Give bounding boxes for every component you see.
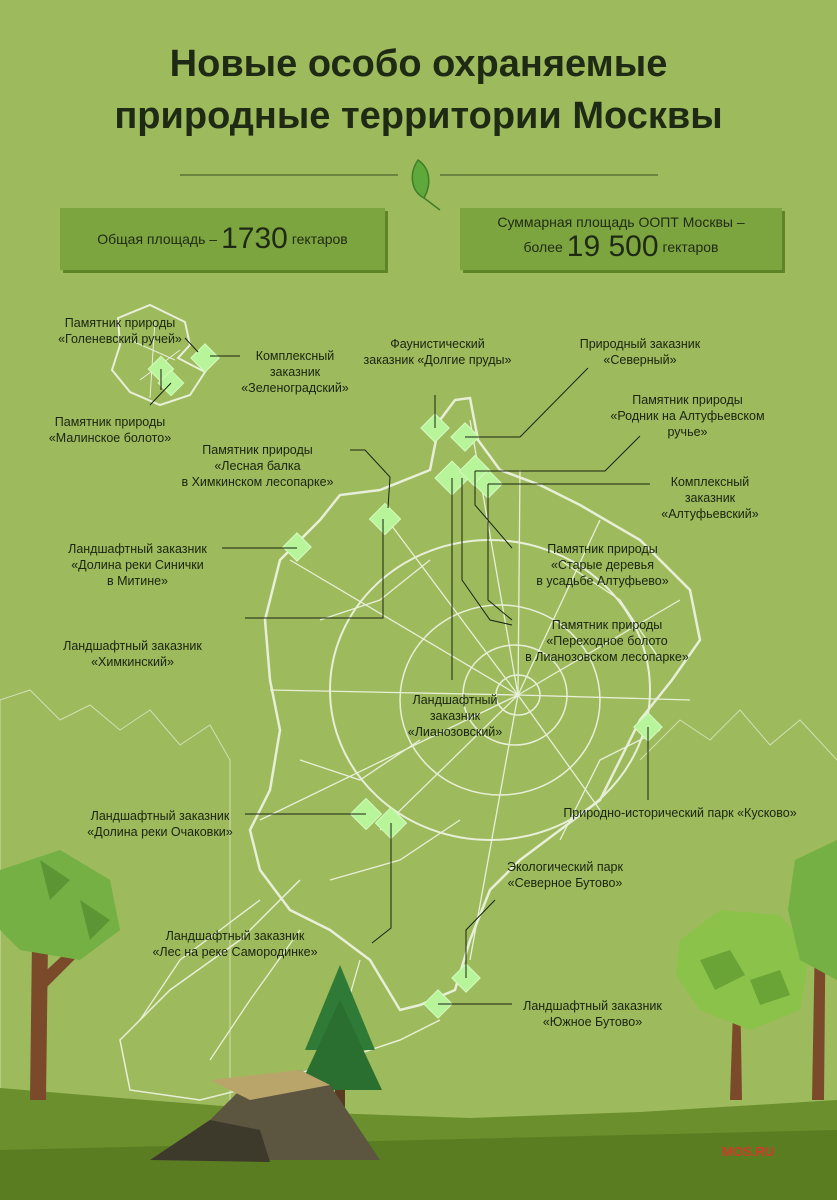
label-line: «Переходное болото [546, 634, 668, 648]
label-line: Фаунистический [390, 337, 485, 351]
title-line-1: Новые особо охраняемые [169, 43, 668, 85]
label-lesnaya-balka [170, 442, 345, 490]
label-line: «Долина реки Синички [71, 558, 204, 572]
marker-sinichka [283, 533, 311, 561]
label-line: в усадьбе Алтуфьево» [536, 574, 669, 588]
label-line: заказник [429, 709, 481, 723]
label-line: в Лианозовском лесопарке» [525, 650, 689, 664]
label-line: Природно-исторический парк «Кусково» [563, 806, 797, 820]
sum-area-line2 [524, 230, 719, 264]
sum-area-value: 19 500 [566, 230, 659, 263]
tree-right [676, 840, 837, 1100]
leaf-icon [412, 160, 440, 210]
label-line: Ландшафтный заказник [523, 999, 662, 1013]
label-line: Ландшафтный заказник [63, 639, 202, 653]
tree-left [0, 850, 120, 1100]
label-line: Ландшафтный заказник [90, 809, 230, 823]
radial-roads [140, 420, 690, 1060]
label-line: Памятник природы [551, 618, 663, 632]
new-moscow-outline [120, 880, 440, 1100]
sum-area-line1: Суммарная площадь ООПТ Москвы – [497, 214, 745, 230]
sum-area-prefix: более [523, 239, 563, 255]
total-area-value: 1730 [221, 222, 288, 255]
label-line: «Долина реки Очаковки» [87, 825, 233, 839]
label-line: «Родник на Алтуфьевском [610, 409, 765, 423]
hills-right [640, 710, 837, 760]
label-line: Экологический парк [507, 860, 623, 874]
label-line: Комплексный [255, 349, 335, 363]
label-line: Ландшафтный заказник [68, 542, 207, 556]
label-line: «Южное Бутово» [542, 1015, 643, 1029]
label-line: «Малинское болото» [48, 431, 172, 445]
page-title [0, 38, 837, 142]
label-yuzhnoe-butovo [510, 998, 675, 1030]
label-line: Ландшафтный заказник [165, 929, 305, 943]
label-line: «Северный» [603, 353, 677, 367]
label-zelenogradsky [225, 348, 365, 396]
label-line: Памятник природы [547, 542, 658, 556]
label-line: «Старые деревья [551, 558, 654, 572]
label-rodnik [595, 392, 780, 440]
label-severnoe-butovo [490, 859, 640, 891]
label-golenevsky [40, 315, 200, 347]
label-dolgie-prudy [345, 336, 530, 368]
label-line: в Химкинском лесопарке» [181, 475, 334, 489]
label-line: «Алтуфьевский» [661, 507, 759, 521]
label-line: Памятник природы [202, 443, 313, 457]
label-line: «Лес на реке Самородинке» [152, 945, 318, 959]
label-line: заказник [269, 365, 321, 379]
sum-area-box [460, 208, 782, 270]
label-line: Природный заказник [579, 337, 701, 351]
label-line: Комплексный [670, 475, 750, 489]
label-line: «Зеленоградский» [241, 381, 349, 395]
label-perekhodnoe-boloto [512, 617, 702, 665]
total-area-prefix: Общая площадь – [97, 231, 218, 247]
brand-logo[interactable]: MOS.RU [722, 1144, 774, 1159]
label-line: «Северное Бутово» [507, 876, 623, 890]
label-line: заказник «Долгие пруды» [363, 353, 512, 367]
marker-lesnaya-balka [369, 503, 400, 534]
label-malinskoe [30, 414, 190, 446]
label-line: заказник [684, 491, 736, 505]
label-starye-derevya [520, 541, 685, 589]
label-line: «Лианозовский» [407, 725, 503, 739]
label-line: «Химкинский» [91, 655, 174, 669]
label-samorodinka [140, 928, 330, 960]
label-line: Памятник природы [632, 393, 743, 407]
total-area-unit: гектаров [291, 231, 348, 247]
label-line: «Лесная балка [214, 459, 301, 473]
title-line-2: природные территории Москвы [114, 95, 723, 137]
label-line: Ландшафтный [412, 693, 498, 707]
leader-lines [150, 338, 650, 1004]
label-kuskovo [540, 805, 820, 821]
label-line: Памятник природы [54, 415, 166, 429]
label-line: в Митине» [106, 574, 169, 588]
label-lianozovsky [395, 692, 515, 740]
label-ochakovka [70, 808, 250, 840]
label-sinichka [55, 541, 220, 589]
label-line: «Голеневский ручей» [58, 332, 182, 346]
total-area-box [60, 208, 385, 270]
label-altufyevsky [650, 474, 770, 522]
label-severny [560, 336, 720, 368]
label-khimkinsky [50, 638, 215, 670]
label-line: ручье» [667, 425, 708, 439]
sum-area-unit: гектаров [662, 239, 719, 255]
label-line: Памятник природы [64, 316, 176, 330]
